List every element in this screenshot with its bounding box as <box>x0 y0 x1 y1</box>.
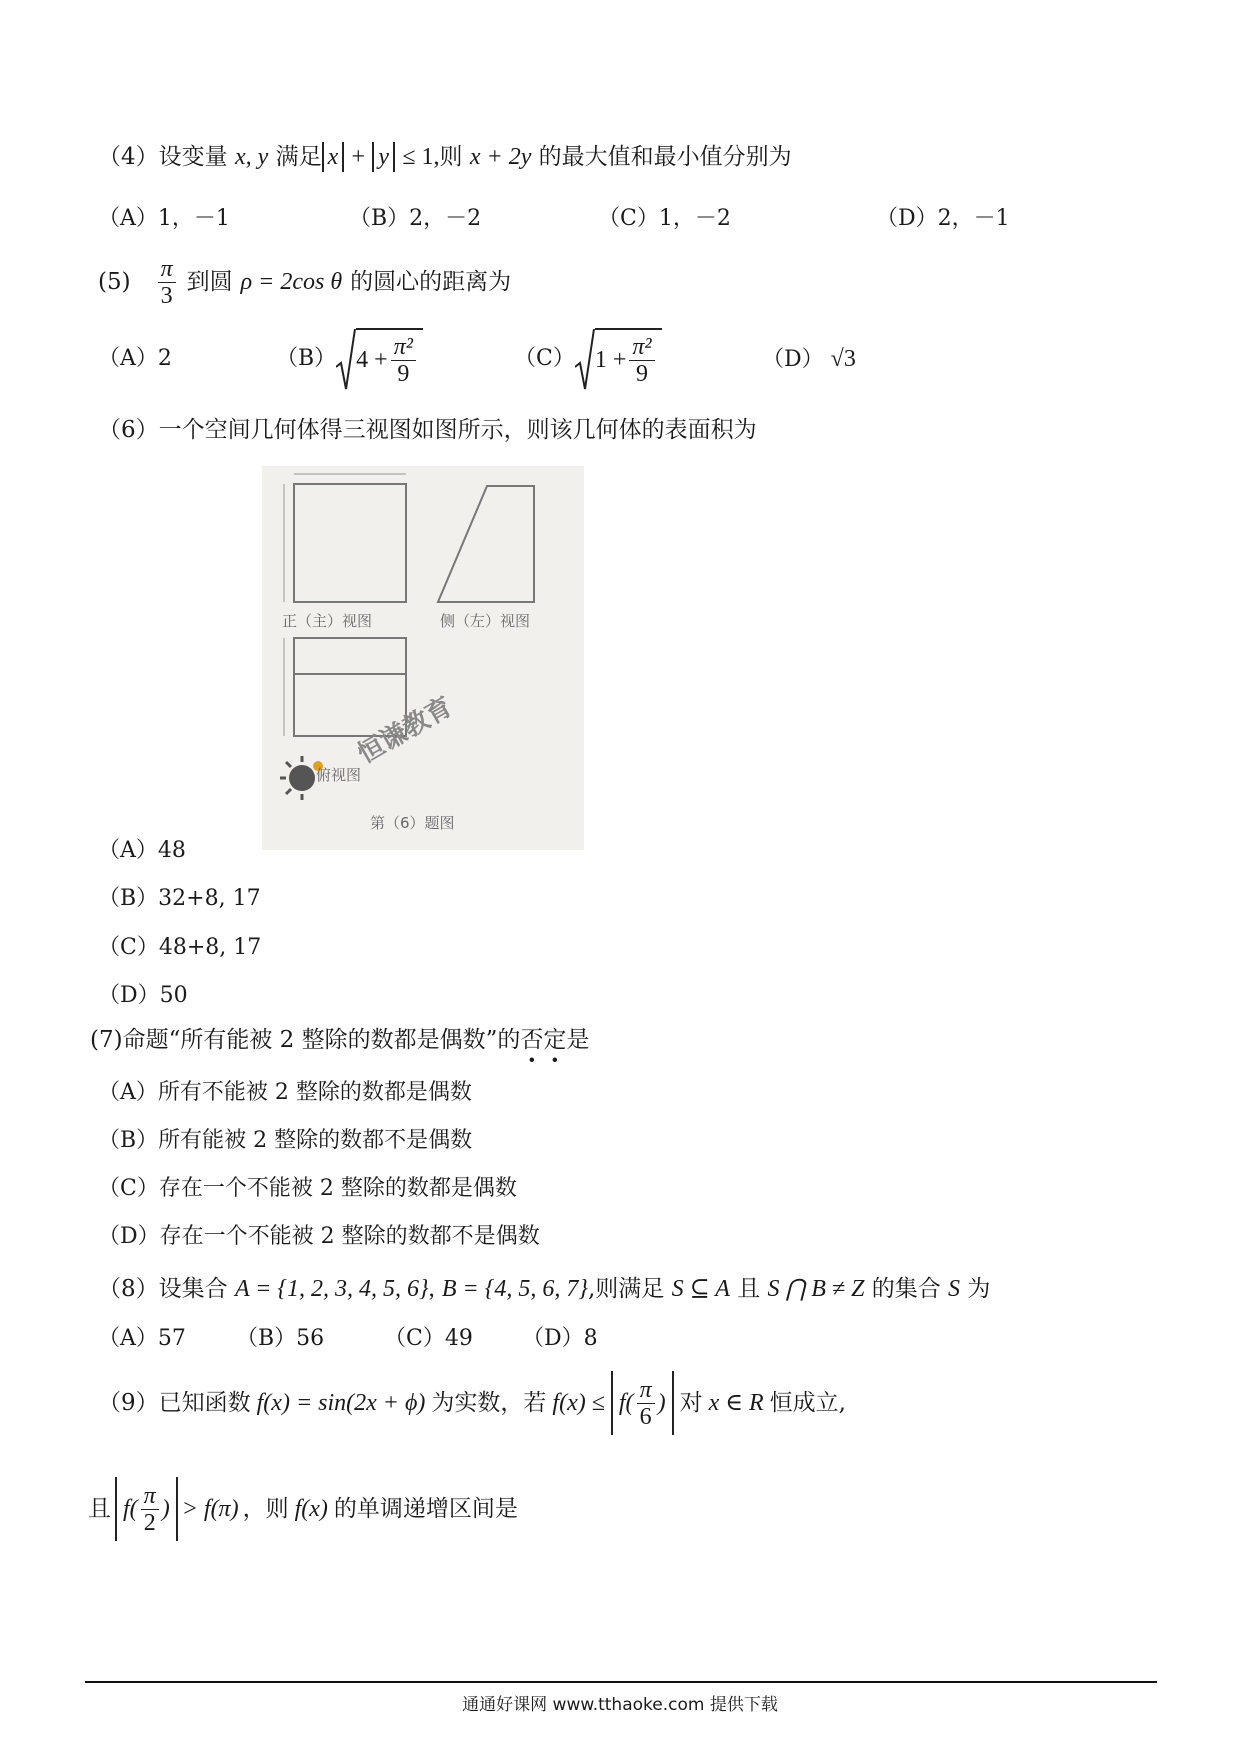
footer-rule <box>85 1681 1157 1683</box>
sqrt-sign-icon: 1 + $\frac{\text{π²}}{9}$ <box>575 327 662 391</box>
q6-option-d: （D）50 <box>98 983 188 1008</box>
q8-option-a: （A）57 <box>98 1326 186 1351</box>
footer-text: 通通好课网 www.tthaoke.com 提供下载 <box>462 1695 778 1715</box>
q5-option-d: （D） √3 <box>762 346 856 372</box>
q5-option-c: （C） 1 + $\frac{\text{π²}}{9}$ <box>514 322 662 396</box>
figure-caption: 第（6）题图 <box>370 814 455 832</box>
q9-stem-line2: 且 f( $\frac{\pi}{2}$ ) > f(π) ，则 f(x) 的单调递增区间是 <box>88 1472 518 1546</box>
q7-option-b: （B）所有能被 2 整除的数都不是偶数 <box>98 1128 473 1153</box>
q8-option-d: （D）8 <box>522 1326 598 1351</box>
front-view-label: 正（主）视图 <box>282 612 373 630</box>
q4-option-b: （B）2，－2 <box>349 206 482 231</box>
q9-number: （9） <box>98 1390 159 1416</box>
q7-stem: (7)命题“所有能被 2 整除的数都是偶数”的否定是 <box>90 1027 590 1053</box>
q8-stem: （8）设集合 A = {1, 2, 3, 4, 5, 6}, B = {4, 5, 6, 7},则满足 S ⊆ A 且 S ⋂ B ≠ Z 的集合 S 为 <box>98 1276 991 1302</box>
emphasis-dot: 否 <box>520 1027 544 1053</box>
q4-option-d: （D）2，－1 <box>876 206 1010 231</box>
q5-option-a: （A）2 <box>98 346 172 371</box>
q7-option-c: （C）存在一个不能被 2 整除的数都是偶数 <box>98 1176 517 1201</box>
three-view-figure <box>262 466 584 850</box>
q7-option-a: （A）所有不能被 2 整除的数都是偶数 <box>98 1080 472 1105</box>
q4-number: （4） <box>98 144 159 170</box>
q6-option-c: （C）48+8, 17 <box>98 935 262 960</box>
q8-option-c: （C）49 <box>384 1326 473 1351</box>
q6-option-b: （B）32+8, 17 <box>98 886 261 911</box>
top-view-label: 俯视图 <box>316 766 362 784</box>
sqrt-sign-icon: 4 + $\frac{\text{π²}}{9}$ <box>336 327 423 391</box>
q6-option-a: （A）48 <box>98 838 186 863</box>
q4-option-c: （C）1，－2 <box>598 206 731 231</box>
abs-value-bars: f( $\frac{\pi}{2}$ ) <box>115 1477 178 1541</box>
q9-stem: （9） 已知函数 f(x) = sin(2x + ϕ) 为实数，若 f(x) ≤ f( $\frac{\pi}{6}$ ) 对 x ∈ R 恒成立, <box>98 1366 846 1440</box>
emphasis-dot: 定 <box>543 1027 567 1053</box>
abs-value-bars: f( $\frac{\pi}{6}$ ) <box>611 1371 674 1435</box>
watermark-logo: 恒谦教育 <box>352 691 458 770</box>
q8-option-b: （B）56 <box>236 1326 325 1351</box>
three-view-drawing <box>262 466 584 850</box>
q4-option-a: （A）1，－1 <box>98 206 230 231</box>
side-view-label: 侧（左）视图 <box>440 612 531 630</box>
q5-number: (5) <box>98 269 131 295</box>
q7-option-d: （D）存在一个不能被 2 整除的数都不是偶数 <box>98 1224 540 1249</box>
q4-stem: （4）设变量 x, y 满足 x + y ≤ 1,则 x + 2y 的最大值和最小值分别为 <box>98 144 792 170</box>
q5-fraction: $\frac{\pi}{3}$ <box>158 256 176 309</box>
q6-stem: （6）一个空间几何体得三视图如图所示，则该几何体的表面积为 <box>98 417 757 443</box>
q5-option-b: （B） 4 + $\frac{\text{π²}}{9}$ <box>276 322 423 396</box>
q5-stem: (5) $\frac{\pi}{3}$ 到圆 ρ = 2cos θ 的圆心的距离为 <box>98 255 512 309</box>
q8-number: （8） <box>98 1276 159 1302</box>
